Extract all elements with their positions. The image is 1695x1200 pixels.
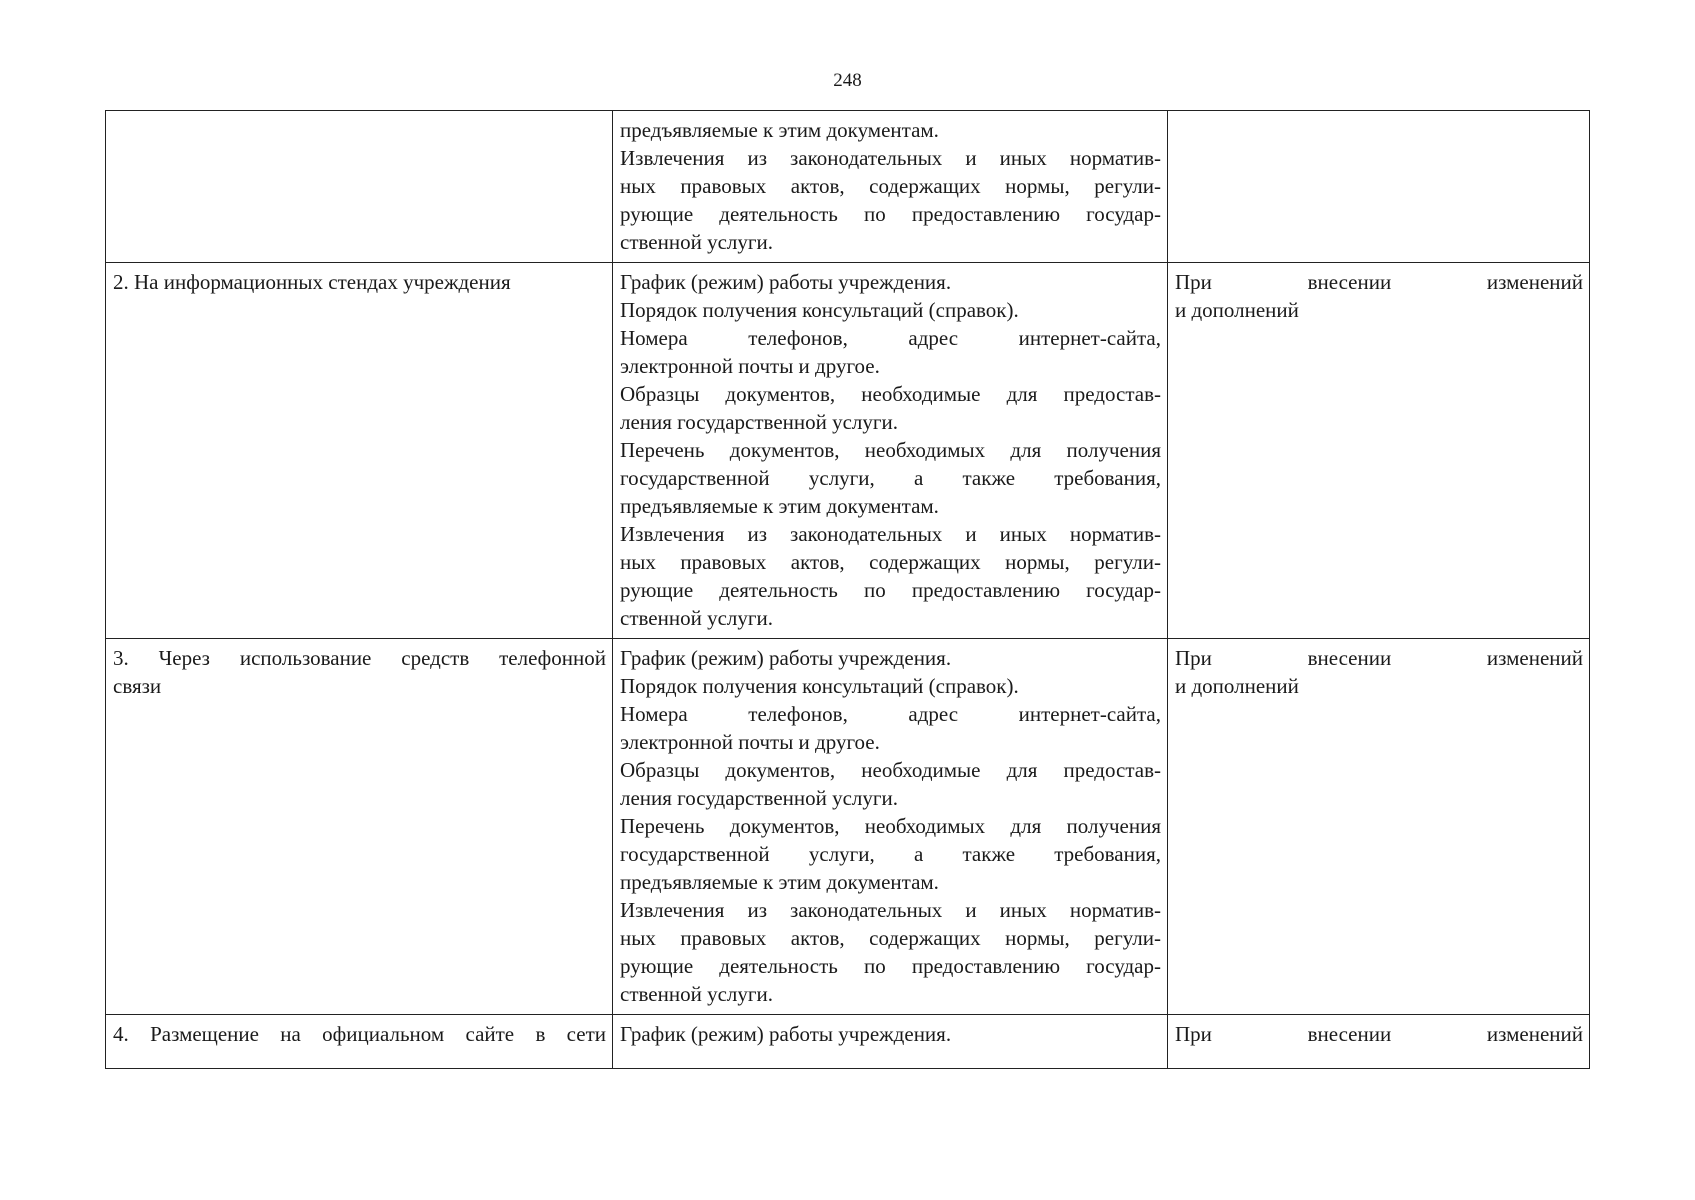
cell-line: ных правовых актов, содержащих нормы, регули- [620, 926, 1161, 950]
cell-line: При внесении изменений [1175, 646, 1583, 670]
cell-line: рующие деятельность по предоставлению государ- [620, 202, 1161, 226]
cell-method [106, 111, 613, 263]
cell-line: ственной услуги. [620, 230, 773, 254]
cell-line: График (режим) работы учреждения. [620, 270, 952, 294]
cell-content [613, 111, 1168, 263]
cell-line: При внесении изменений [1175, 1022, 1583, 1046]
table-row [106, 111, 1590, 263]
cell-content [613, 639, 1168, 1015]
cell-line: 4. Размещение на официальном сайте в сети [113, 1022, 606, 1046]
cell-line: График (режим) работы учреждения. [620, 1022, 952, 1046]
cell-line: Перечень документов, необходимых для получения [620, 814, 1161, 838]
cell-method [106, 1015, 613, 1069]
cell-line: и дополнений [1175, 298, 1299, 322]
cell-line: График (режим) работы учреждения. [620, 646, 952, 670]
cell-line: Номера телефонов, адрес интернет-сайта, [620, 326, 1161, 350]
cell-line: Порядок получения консультаций (справок). [620, 298, 1019, 322]
page-number: 248 [833, 70, 862, 91]
cell-line: предъявляемые к этим документам. [620, 870, 939, 894]
cell-line: 2. На информационных стендах учреждения [113, 270, 511, 294]
cell-method [106, 639, 613, 1015]
cell-line: 3. Через использование средств телефонной [113, 646, 606, 670]
cell-line: ственной услуги. [620, 982, 773, 1006]
cell-line: электронной почты и другое. [620, 730, 880, 754]
cell-content [613, 263, 1168, 639]
cell-line: Извлечения из законодательных и иных норматив- [620, 146, 1161, 170]
cell-content [613, 1015, 1168, 1069]
cell-line: электронной почты и другое. [620, 354, 880, 378]
cell-line: ления государственной услуги. [620, 786, 899, 810]
cell-line: государственной услуги, а также требования, [620, 842, 1161, 866]
cell-line: При внесении изменений [1175, 270, 1583, 294]
cell-line: предъявляемые к этим документам. [620, 118, 939, 142]
cell-line: ных правовых актов, содержащих нормы, регули- [620, 174, 1161, 198]
cell-line: ных правовых актов, содержащих нормы, регули- [620, 550, 1161, 574]
cell-line: ственной услуги. [620, 606, 773, 630]
table-row [106, 263, 1590, 639]
cell-frequency [1168, 639, 1590, 1015]
cell-frequency [1168, 263, 1590, 639]
cell-method [106, 263, 613, 639]
cell-line: рующие деятельность по предоставлению государ- [620, 954, 1161, 978]
cell-frequency [1168, 111, 1590, 263]
cell-line: рующие деятельность по предоставлению государ- [620, 578, 1161, 602]
cell-line: Извлечения из законодательных и иных норматив- [620, 898, 1161, 922]
cell-line: Образцы документов, необходимые для предостав- [620, 382, 1161, 406]
services-info-table [105, 110, 1590, 1069]
cell-line: Перечень документов, необходимых для получения [620, 438, 1161, 462]
cell-line: и дополнений [1175, 674, 1299, 698]
cell-line: Порядок получения консультаций (справок). [620, 674, 1019, 698]
cell-line: ления государственной услуги. [620, 410, 899, 434]
cell-line: государственной услуги, а также требования, [620, 466, 1161, 490]
cell-line: Извлечения из законодательных и иных норматив- [620, 522, 1161, 546]
cell-line: Образцы документов, необходимые для предостав- [620, 758, 1161, 782]
cell-frequency [1168, 1015, 1590, 1069]
table-row [106, 1015, 1590, 1069]
cell-line: связи [113, 674, 162, 698]
table-row [106, 639, 1590, 1015]
cell-line: Номера телефонов, адрес интернет-сайта, [620, 702, 1161, 726]
cell-line: предъявляемые к этим документам. [620, 494, 939, 518]
